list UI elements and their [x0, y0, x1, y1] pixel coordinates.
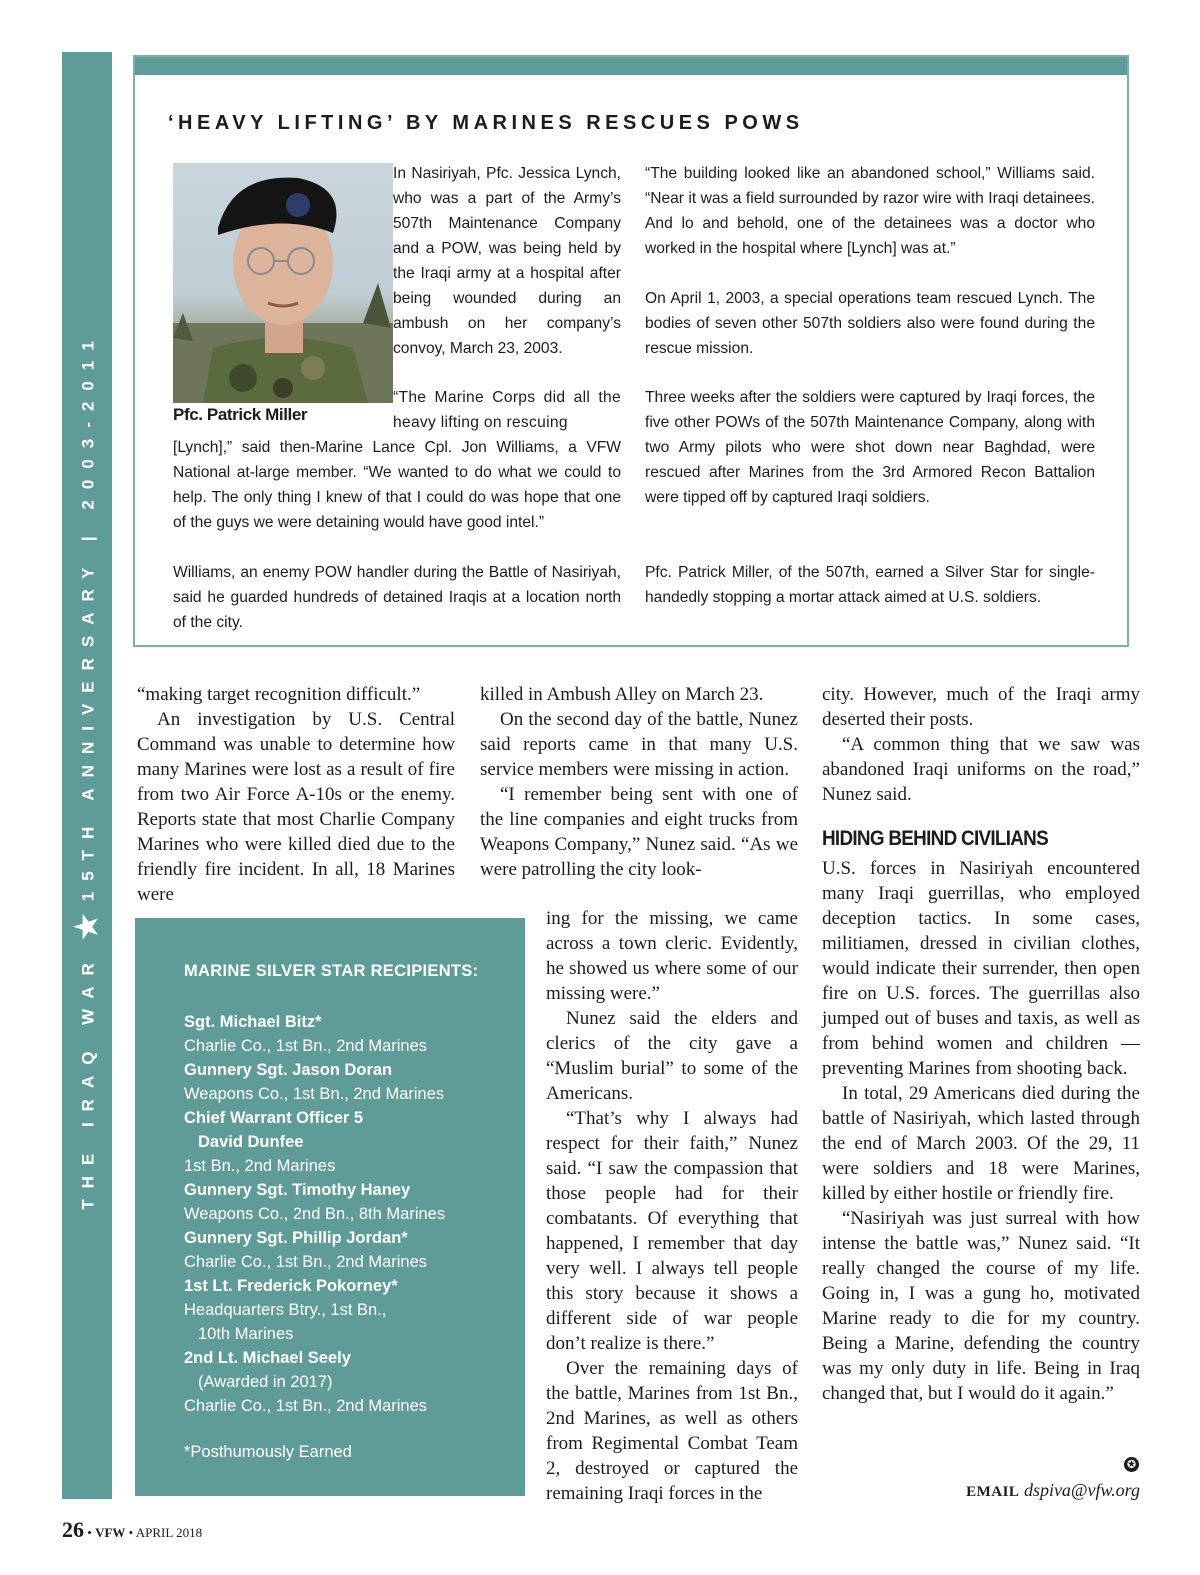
recipient-name: 1st Lt. Frederick Pokorney*: [184, 1277, 398, 1295]
soldier-photo: [173, 163, 393, 403]
photo-caption: Pfc. Patrick Miller: [173, 405, 308, 424]
recipient-name: Sgt. Michael Bitz*: [184, 1013, 322, 1031]
col3-para-3: U.S. forces in Nasiriyah encountered many Iraqi guerrillas, who employed deception tactics. In some cases, militiamen, dressed in civilian clothes, would indicate their surrender, then open fire on U.S. forces. The guerrillas also jumped out of buses and taxis, as well as from behind women and children — preventing Marines from shooting back.: [822, 858, 1140, 1079]
sidebox-para-heavy-lifting-start: “The Marine Corps did all the heavy lifting on rescuing: [393, 389, 621, 431]
sidebox-para-three-weeks: Three weeks after the soldiers were captured by Iraqi forces, the five other POWs of the 507th Maintenance Company, along with two Army pilots who were shot down near Baghdad, were rescued after Marines from the 3rd Armored Recon Battalion were tipped off by captured Iraqi soldiers.: [645, 389, 1095, 506]
recipient-name-cont: David Dunfee: [198, 1133, 304, 1151]
footer-bullet: •: [128, 1525, 134, 1540]
sidebar-story-box: [133, 55, 1129, 647]
col3-para-2: “A common thing that we saw was abandoned Iraqi uniforms on the road,” Nunez said.: [822, 734, 1140, 805]
magazine-name: VFW: [95, 1525, 126, 1540]
sidebar-left-text: THE IRAQ WAR: [78, 952, 98, 1210]
issue-date: APRIL 2018: [135, 1525, 203, 1540]
column-3-bottom: [822, 856, 1140, 1406]
sidebar-right-text: 15TH ANNIVERSARY | 2003-2011: [78, 330, 98, 902]
column-2-top: [480, 682, 798, 882]
recipients-list: [184, 1010, 514, 1418]
col3-para-4: In total, 29 Americans died during the battle of Nasiriyah, which lasted through the end of March 2003. Of the 29, 11 were soldiers and 18 were Marines, killed by either hostile or friendly fire.: [822, 1083, 1140, 1204]
recipient-award-note: (Awarded in 2017): [198, 1373, 333, 1391]
recipient-unit: Weapons Co., 2nd Bn., 8th Marines: [184, 1205, 446, 1223]
col1-para-1: “making target recognition difficult.”: [137, 684, 421, 705]
end-mark-icon: ✪: [1124, 1457, 1139, 1472]
column-2-bottom: [546, 906, 798, 1506]
column-1: [137, 682, 455, 907]
sidebar-title: [70, 330, 105, 1210]
email-address[interactable]: dspiva@vfw.org: [1023, 1480, 1140, 1500]
column-3-top: [822, 682, 1140, 807]
recipient-unit: 1st Bn., 2nd Marines: [184, 1157, 336, 1175]
page-number: 26: [62, 1517, 84, 1542]
recipient-unit-cont: 10th Marines: [198, 1325, 294, 1343]
recipient-unit: Charlie Co., 1st Bn., 2nd Marines: [184, 1037, 428, 1055]
recipient-name: Gunnery Sgt. Timothy Haney: [184, 1181, 411, 1199]
silver-star-recipients-box: [135, 918, 525, 1496]
recipient-unit: Headquarters Btry., 1st Bn.,: [184, 1301, 387, 1319]
col2-para-4: Nunez said the elders and clerics of the city gave a “Muslim burial” to some of the Americans.: [546, 1008, 798, 1104]
section-heading: HIDING BEHIND CIVILIANS: [822, 827, 1049, 850]
author-email: [966, 1480, 1140, 1501]
col2-para-6: Over the remaining days of the battle, Marines from 1st Bn., 2nd Marines, as well as others from Regimental Combat Team 2, destroyed or captured the remaining Iraqi forces in the: [546, 1358, 798, 1504]
email-label: EMAIL: [966, 1484, 1020, 1500]
col3-para-5: “Nasiriyah was just surreal with how intense the battle was,” Nunez said. “It really changed the course of my life. Going in, I was a gung ho, motivated Marine ready to die for my country. Being a Marine, defending the country was my only duty in life. Being in Iraq changed that, but I would do it again.”: [822, 1208, 1140, 1404]
col3-para-1: city. However, much of the Iraqi army deserted their posts.: [822, 684, 1140, 730]
recipient-unit: Charlie Co., 1st Bn., 2nd Marines: [184, 1397, 428, 1415]
recipient-name: 2nd Lt. Michael Seely: [184, 1349, 351, 1367]
col2-para-1: killed in Ambush Alley on March 23.: [480, 684, 764, 705]
recipients-title: MARINE SILVER STAR RECIPIENTS:: [184, 962, 479, 980]
recipient-name: Gunnery Sgt. Jason Doran: [184, 1061, 393, 1079]
sidebox-para-building: “The building looked like an abandoned school,” Williams said. “Near it was a field surrounded by razor wire with Iraqi detainees. And lo and behold, one of the detainees was a doctor who worked in the hospital where [Lynch] was at.”: [645, 165, 1095, 257]
col2-para-5: “That’s why I always had respect for their faith,” Nunez said. “I saw the compassion that those people had for their combatants. Of everything that happened, I remember that day very well. I always tell people this story because it shows a different side of war people don’t realize is there.”: [546, 1108, 798, 1354]
recipient-name: Chief Warrant Officer 5: [184, 1109, 364, 1127]
footer-bullet: •: [87, 1525, 92, 1540]
sidebox-para-miller: Pfc. Patrick Miller, of the 507th, earned a Silver Star for single-handedly stopping a mortar attack aimed at U.S. soldiers.: [645, 564, 1095, 606]
recipient-unit: Weapons Co., 1st Bn., 2nd Marines: [184, 1085, 445, 1103]
sidebox-title: ‘HEAVY LIFTING’ BY MARINES RESCUES POWS: [168, 112, 804, 134]
page-footer: [62, 1517, 202, 1543]
col1-para-2: An investigation by U.S. Central Command was unable to determine how many Marines were lost as a result of fire from two Air Force A-10s or the enemy. Reports state that most Charlie Company Marines who were killed died due to the friendly fire incident. In all, 18 Marines were: [137, 709, 455, 905]
sidebox-para-williams: Williams, an enemy POW handler during the Battle of Nasiriyah, said he guarded hundreds of detained Iraqis at a location north of the city.: [173, 564, 621, 631]
recipients-footnote: *Posthumously Earned: [184, 1443, 352, 1461]
col2-para-3-cont: ing for the missing, we came across a town cleric. Evidently, he showed us where some of our missing were.”: [546, 908, 798, 1004]
sidebox-para-lynch: In Nasiriyah, Pfc. Jessica Lynch, who was a part of the Army’s 507th Maintenance Company and a POW, was being held by the Iraqi army at a hospital after being wounded during an ambush on her company’s convoy, March 23, 2003.: [393, 165, 621, 357]
recipient-name: Gunnery Sgt. Phillip Jordan*: [184, 1229, 408, 1247]
sidebox-para-april: On April 1, 2003, a special operations team rescued Lynch. The bodies of seven other 507th soldiers also were found during the rescue mission.: [645, 290, 1095, 357]
sidebox-top-bar: [135, 57, 1127, 75]
col2-para-2: On the second day of the battle, Nunez said reports came in that many U.S. service members were missing in action.: [480, 709, 798, 780]
star-icon: ★: [70, 913, 104, 941]
sidebox-para-heavy-lifting: [Lynch],” said then-Marine Lance Cpl. Jon Williams, a VFW National at-large member. “We wanted to do what we could to help. The only thing I knew of that I could do was hope that one of the guys we were detaining would have good intel.”: [173, 439, 621, 531]
recipient-unit: Charlie Co., 1st Bn., 2nd Marines: [184, 1253, 428, 1271]
col2-para-3: “I remember being sent with one of the line companies and eight trucks from Weapons Company,” Nunez said. “As we were patrolling the city look-: [480, 784, 798, 880]
